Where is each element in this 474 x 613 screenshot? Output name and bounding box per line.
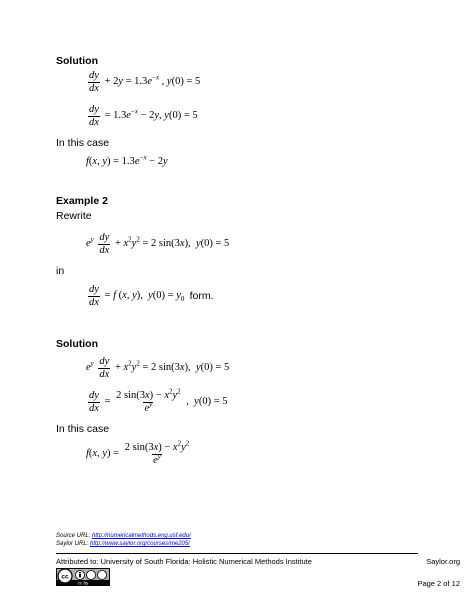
saylor-label: Saylor URL:	[56, 541, 89, 547]
equation-ode-2: $e^y$ $\frac{dy}{dx}$ + $x^2y^2 = 2$ sin(3x), y(0) = 5	[86, 232, 230, 256]
source-label: Source URL:	[56, 533, 91, 539]
footer-divider	[56, 553, 418, 554]
equation-f-1: f(x, $y) = 1.3e^{-x} - 2y$	[86, 153, 168, 167]
source-url-line	[56, 533, 191, 539]
attribution-text: Attributed to: University of South Florida: Holistic Numerical Methods Institute	[56, 557, 312, 566]
saylor-url-line	[56, 541, 190, 547]
source-url-link[interactable]: http://numericalmethods.eng.usf.edu/	[92, 533, 191, 539]
equation-f-2: f(x, y) = $\frac{2 \sin(3x) - x^2y^2}{e^y}$	[86, 439, 190, 466]
cc-license-icon	[56, 568, 110, 586]
equation-general-form: $\frac{dy}{dx}$ = f (x, y), $y(0) = y_0$ form.	[89, 284, 214, 308]
in-text: in	[56, 265, 65, 277]
in-this-case-text-2: In this case	[56, 423, 110, 435]
cc-by-license-badge	[56, 568, 110, 591]
rewrite-text: Rewrite	[56, 210, 92, 222]
saylor-url-link[interactable]: http://www.saylor.org/courses/me205/	[90, 541, 190, 547]
saylor-brand: Saylor.org	[426, 557, 460, 566]
form-word: form.	[189, 289, 214, 302]
equation-ode-2-restated: $e^y$ $\frac{dy}{dx}$ + $x^2y^2 = 2$ sin(3x), y(0) = 5	[86, 356, 230, 380]
page-number: Page 2 of 12	[417, 579, 460, 588]
license-badge-text: cc by	[77, 580, 89, 586]
example-2-heading: Example 2	[56, 195, 108, 207]
in-this-case-text: In this case	[56, 137, 110, 149]
svg-text:cc: cc	[61, 573, 69, 581]
equation-ode-1-rearranged: $\frac{dy}{dx}$ = $1.3e^{-x} - 2y$, y(0) = 5	[89, 104, 198, 128]
equation-ode-2-rearranged: $\frac{dy}{dx}$ = $\frac{2 \sin(3x) - x^2y^2}{e^y}$ , y(0) = 5	[89, 387, 228, 414]
equation-ode-1: $\frac{dy}{dx}$ + $2y = 1.3e^{-x}$ , y(0) = 5	[89, 70, 201, 94]
solution-2-heading: Solution	[56, 338, 98, 350]
solution-heading: Solution	[56, 55, 98, 67]
